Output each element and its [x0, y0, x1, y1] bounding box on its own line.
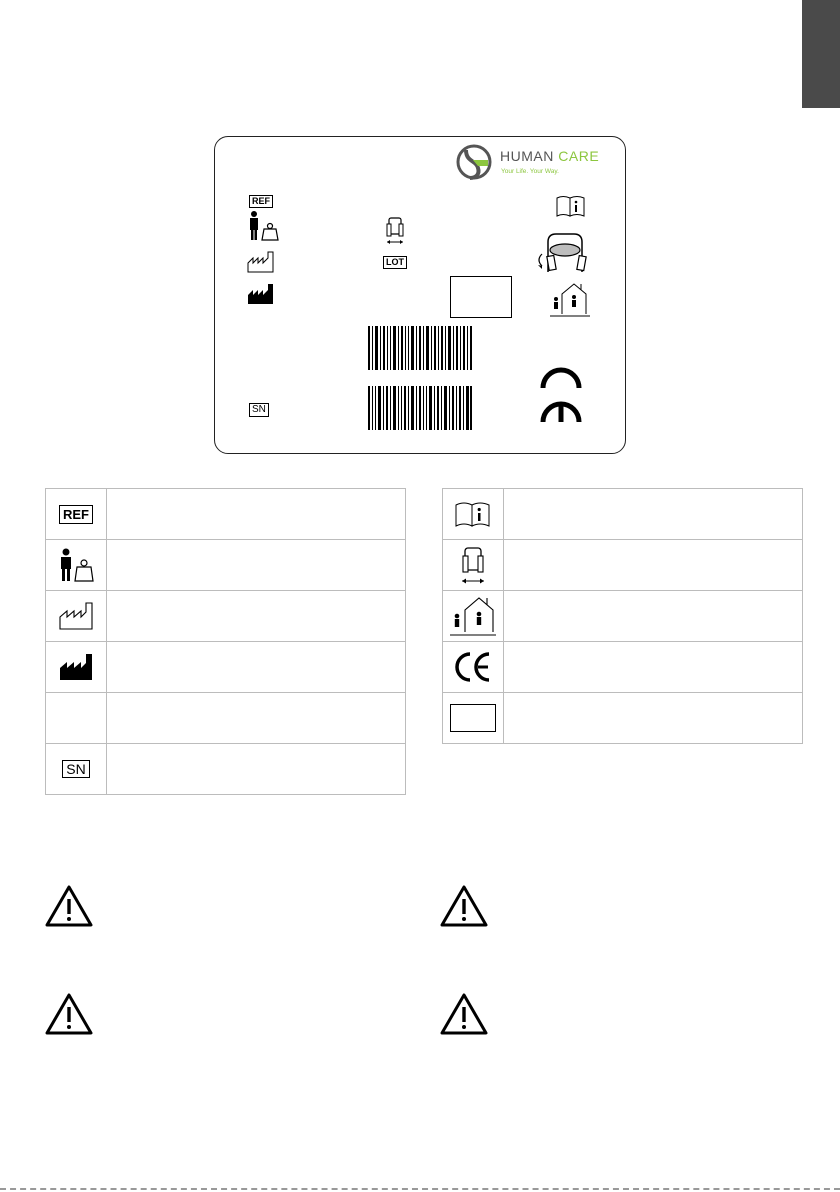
lift-width-icon	[460, 544, 486, 586]
legend-description	[504, 693, 803, 744]
warning-icon	[439, 992, 489, 1036]
legend-row-manual-info	[443, 489, 803, 540]
legend-row-manufacturer	[46, 642, 406, 693]
legend-row-manufacture-date	[46, 591, 406, 642]
legend-row-person-weight	[46, 540, 406, 591]
label-manufacture-date-icon	[247, 251, 275, 273]
warning-icon	[439, 884, 489, 928]
manufacture-date-icon	[58, 602, 94, 630]
warning-icon	[44, 992, 94, 1036]
serial-number-symbol: SN	[62, 760, 89, 778]
legend-description	[107, 540, 406, 591]
legend-row-indoor-use	[443, 591, 803, 642]
label-ce-mark	[537, 362, 585, 426]
label-sn-symbol: SN	[249, 399, 269, 417]
legend-row-lift-width	[443, 540, 803, 591]
legend-description	[107, 489, 406, 540]
legend-description	[504, 489, 803, 540]
legend-row-serial-number	[46, 744, 406, 795]
ref-symbol: REF	[59, 505, 93, 524]
page-bottom-rule	[0, 1188, 840, 1190]
blank-box-icon	[450, 704, 496, 732]
manual-info-icon	[455, 501, 491, 527]
legend-description	[107, 591, 406, 642]
label-manufacturer-icon	[247, 283, 275, 305]
barcode-serial	[368, 386, 472, 430]
chapter-tab	[802, 0, 840, 108]
brand-name-part2: CARE	[558, 148, 600, 164]
person-weight-icon	[56, 548, 96, 582]
label-indoor-use-icon	[550, 282, 590, 318]
warning-icon	[44, 884, 94, 928]
legend-description	[107, 693, 406, 744]
legend-row-blank-box	[443, 693, 803, 744]
manufacturer-icon	[58, 653, 94, 681]
symbol-legend-left	[45, 488, 406, 795]
label-lift-width-icon	[385, 214, 405, 246]
brand-name-part1: HUMAN	[500, 148, 554, 164]
label-person-weight-icon	[247, 210, 279, 242]
legend-description	[107, 642, 406, 693]
legend-description	[504, 540, 803, 591]
label-manual-info-icon	[556, 195, 586, 217]
indoor-use-icon	[449, 595, 497, 637]
label-ref-symbol: REF	[249, 191, 273, 209]
label-lot-symbol: LOT	[383, 252, 407, 270]
legend-description	[107, 744, 406, 795]
legend-description	[504, 591, 803, 642]
ce-mark-icon	[454, 651, 492, 683]
symbol-legend-right	[442, 488, 803, 744]
human-care-logo-icon	[456, 142, 492, 182]
legend-row-blank	[46, 693, 406, 744]
legend-description	[504, 642, 803, 693]
brand-tagline: Your Life. Your Way.	[501, 168, 559, 175]
legend-row-ce-mark	[443, 642, 803, 693]
brand-name	[500, 148, 599, 166]
label-blank-box	[450, 276, 512, 318]
barcode	[368, 326, 472, 370]
legend-row-ref	[46, 489, 406, 540]
label-sling-rotation-icon	[534, 232, 594, 276]
